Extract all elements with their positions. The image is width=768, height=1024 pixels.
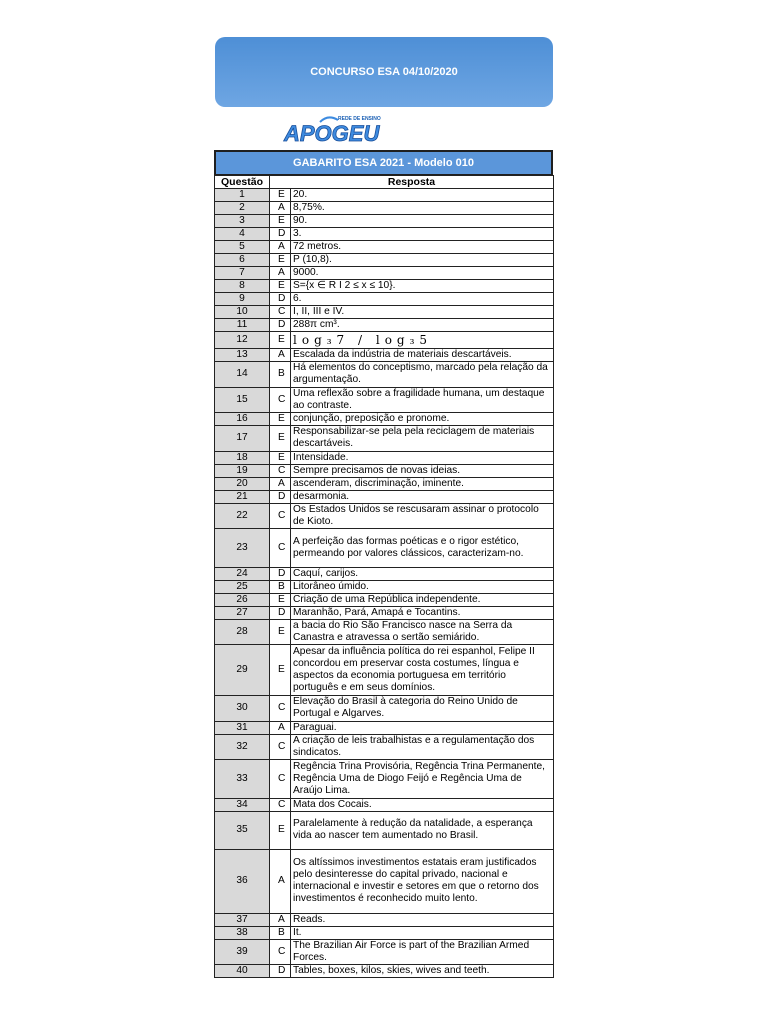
answer-text: Apesar da influência política do rei espanhol, Felipe II concordou em preservar costa costumes, língua e aspectos da economia portuguesa em território português e em seus domínios. — [291, 645, 554, 696]
answer-letter: D — [270, 228, 291, 241]
question-number: 3 — [215, 215, 270, 228]
answer-letter: A — [270, 202, 291, 215]
answer-text: Uma reflexão sobre a fragilidade humana, um destaque ao contraste. — [291, 387, 554, 413]
question-number: 35 — [215, 811, 270, 850]
question-number: 27 — [215, 606, 270, 619]
table-row — [215, 319, 554, 332]
question-number: 11 — [215, 319, 270, 332]
answer-letter: A — [270, 913, 291, 926]
answer-letter: E — [270, 254, 291, 267]
answer-text: Maranhão, Pará, Amapá e Tocantins. — [291, 606, 554, 619]
answer-text: 72 metros. — [291, 241, 554, 254]
question-number: 6 — [215, 254, 270, 267]
answer-letter: B — [270, 926, 291, 939]
answer-text: desarmonia. — [291, 490, 554, 503]
answer-letter: E — [270, 426, 291, 452]
table-row — [215, 760, 554, 799]
question-number: 29 — [215, 645, 270, 696]
answer-text: ascenderam, discriminação, iminente. — [291, 477, 554, 490]
table-row — [215, 926, 554, 939]
answer-letter: C — [270, 387, 291, 413]
column-header-answer: Resposta — [270, 176, 554, 189]
question-number: 32 — [215, 734, 270, 760]
answer-letter: E — [270, 451, 291, 464]
table-row — [215, 332, 554, 349]
table-row — [215, 477, 554, 490]
answer-letter: D — [270, 606, 291, 619]
table-row — [215, 349, 554, 362]
question-number: 16 — [215, 413, 270, 426]
table-row — [215, 798, 554, 811]
answer-text: 6. — [291, 293, 554, 306]
question-number: 38 — [215, 926, 270, 939]
answer-text: A criação de leis trabalhistas e a regulamentação dos sindicatos. — [291, 734, 554, 760]
answer-text: Intensidade. — [291, 451, 554, 464]
answer-text: Os altíssimos investimentos estatais eram justificados pelo desinteresse do capital privado, nacional e internacional e investir e setores em que o retorno dos investimentos é reconhecido muito lento. — [291, 850, 554, 914]
answer-text: Elevação do Brasil à categoria do Reino Unido de Portugal e Algarves. — [291, 696, 554, 722]
table-row — [215, 529, 554, 568]
table-row — [215, 619, 554, 645]
answer-text: A perfeição das formas poéticas e o rigor estético, permeando por valores clássicos, caracterizam-no. — [291, 529, 554, 568]
table-row — [215, 490, 554, 503]
answer-letter: C — [270, 798, 291, 811]
question-number: 20 — [215, 477, 270, 490]
answer-letter: E — [270, 645, 291, 696]
table-row — [215, 734, 554, 760]
answer-letter: E — [270, 215, 291, 228]
answer-letter: E — [270, 280, 291, 293]
answer-text: a bacia do Rio São Francisco nasce na Serra da Canastra e atravessa o sertão semiárido. — [291, 619, 554, 645]
table-row — [215, 254, 554, 267]
answer-text: 20. — [291, 189, 554, 202]
answer-text: Tables, boxes, kilos, skies, wives and teeth. — [291, 965, 554, 978]
table-row — [215, 606, 554, 619]
table-row — [215, 293, 554, 306]
answer-letter: C — [270, 734, 291, 760]
question-number: 13 — [215, 349, 270, 362]
answer-letter: C — [270, 529, 291, 568]
sheet-title: GABARITO ESA 2021 - Modelo 010 — [214, 150, 553, 175]
table-row — [215, 913, 554, 926]
answer-text: 3. — [291, 228, 554, 241]
question-number: 19 — [215, 464, 270, 477]
question-number: 14 — [215, 362, 270, 388]
answer-text: Reads. — [291, 913, 554, 926]
answer-letter: D — [270, 567, 291, 580]
answer-text: Paralelamente à redução da natalidade, a esperança vida ao nascer tem aumentado no Brasil. — [291, 811, 554, 850]
question-number: 17 — [215, 426, 270, 452]
answer-letter: E — [270, 332, 291, 349]
question-number: 39 — [215, 939, 270, 965]
question-number: 1 — [215, 189, 270, 202]
apogeu-logo — [280, 112, 384, 146]
table-row — [215, 580, 554, 593]
table-row — [215, 267, 554, 280]
answer-text: P (10,8). — [291, 254, 554, 267]
table-row — [215, 413, 554, 426]
answer-text: Escalada da indústria de materiais descartáveis. — [291, 349, 554, 362]
question-number: 31 — [215, 721, 270, 734]
answer-letter: D — [270, 490, 291, 503]
table-row — [215, 202, 554, 215]
answer-letter: A — [270, 721, 291, 734]
table-row — [215, 939, 554, 965]
answer-letter: E — [270, 189, 291, 202]
table-row — [215, 464, 554, 477]
answer-letter: A — [270, 477, 291, 490]
table-row — [215, 645, 554, 696]
answer-text: The Brazilian Air Force is part of the Brazilian Armed Forces. — [291, 939, 554, 965]
question-number: 28 — [215, 619, 270, 645]
table-row — [215, 721, 554, 734]
answer-text: log₃7 / log₃5 — [291, 332, 554, 349]
table-row — [215, 426, 554, 452]
answer-text: It. — [291, 926, 554, 939]
question-number: 2 — [215, 202, 270, 215]
answer-letter: E — [270, 619, 291, 645]
answer-letter: A — [270, 241, 291, 254]
table-row — [215, 215, 554, 228]
question-number: 12 — [215, 332, 270, 349]
table-row — [215, 280, 554, 293]
question-number: 9 — [215, 293, 270, 306]
answer-letter: E — [270, 593, 291, 606]
question-number: 10 — [215, 306, 270, 319]
apogeu-logo-graphic — [280, 112, 384, 146]
answer-letter: C — [270, 760, 291, 799]
question-number: 26 — [215, 593, 270, 606]
answer-letter: A — [270, 850, 291, 914]
table-row — [215, 965, 554, 978]
question-number: 36 — [215, 850, 270, 914]
answer-letter: B — [270, 362, 291, 388]
question-number: 34 — [215, 798, 270, 811]
answer-letter: D — [270, 293, 291, 306]
table-row — [215, 362, 554, 388]
answer-text: conjunção, preposição e pronome. — [291, 413, 554, 426]
answer-text: Os Estados Unidos se rescusaram assinar o protocolo de Kioto. — [291, 503, 554, 529]
answer-text: Sempre precisamos de novas ideias. — [291, 464, 554, 477]
answer-text: Mata dos Cocais. — [291, 798, 554, 811]
answer-letter: C — [270, 503, 291, 529]
table-row — [215, 593, 554, 606]
answer-text: I, II, III e IV. — [291, 306, 554, 319]
question-number: 22 — [215, 503, 270, 529]
question-number: 5 — [215, 241, 270, 254]
answer-text: 90. — [291, 215, 554, 228]
answer-text: Regência Trina Provisória, Regência Trina Permanente, Regência Uma de Diogo Feijó e Regência Uma de Araújo Lima. — [291, 760, 554, 799]
answer-text: Responsabilizar-se pela pela reciclagem de materiais descartáveis. — [291, 426, 554, 452]
answer-key-sheet — [214, 150, 553, 978]
question-number: 30 — [215, 696, 270, 722]
table-row — [215, 189, 554, 202]
question-number: 21 — [215, 490, 270, 503]
answer-text: 288π cm³. — [291, 319, 554, 332]
table-row — [215, 811, 554, 850]
answer-letter: C — [270, 696, 291, 722]
answer-letter: C — [270, 306, 291, 319]
question-number: 23 — [215, 529, 270, 568]
svg-text:APOGEU: APOGEU — [284, 121, 380, 146]
question-number: 37 — [215, 913, 270, 926]
answer-letter: A — [270, 349, 291, 362]
question-number: 33 — [215, 760, 270, 799]
table-row — [215, 696, 554, 722]
answer-text: Caquí, carijos. — [291, 567, 554, 580]
answer-text: Litorâneo úmido. — [291, 580, 554, 593]
answer-letter: C — [270, 464, 291, 477]
table-row — [215, 228, 554, 241]
table-row — [215, 503, 554, 529]
question-number: 24 — [215, 567, 270, 580]
banner-title: CONCURSO ESA 04/10/2020 — [310, 66, 458, 78]
question-number: 4 — [215, 228, 270, 241]
table-row — [215, 567, 554, 580]
table-row — [215, 387, 554, 413]
answer-text: Criação de uma República independente. — [291, 593, 554, 606]
question-number: 18 — [215, 451, 270, 464]
answer-letter: C — [270, 939, 291, 965]
answer-letter: E — [270, 413, 291, 426]
svg-text:REDE DE ENSINO: REDE DE ENSINO — [338, 116, 381, 122]
table-row — [215, 850, 554, 914]
answer-text: Há elementos do conceptismo, marcado pela relação da argumentação. — [291, 362, 554, 388]
answer-table — [214, 175, 554, 978]
answer-letter: E — [270, 811, 291, 850]
question-number: 40 — [215, 965, 270, 978]
question-number: 25 — [215, 580, 270, 593]
answer-letter: A — [270, 267, 291, 280]
answer-text: Paraguai. — [291, 721, 554, 734]
question-number: 8 — [215, 280, 270, 293]
answer-letter: D — [270, 965, 291, 978]
question-number: 15 — [215, 387, 270, 413]
answer-text: 9000. — [291, 267, 554, 280]
table-row — [215, 306, 554, 319]
column-header-question: Questão — [215, 176, 270, 189]
answer-letter: D — [270, 319, 291, 332]
header-banner — [215, 37, 553, 107]
answer-text: 8,75%. — [291, 202, 554, 215]
table-row — [215, 451, 554, 464]
question-number: 7 — [215, 267, 270, 280]
table-row — [215, 241, 554, 254]
answer-letter: B — [270, 580, 291, 593]
answer-text: S={x ∈ R I 2 ≤ x ≤ 10}. — [291, 280, 554, 293]
